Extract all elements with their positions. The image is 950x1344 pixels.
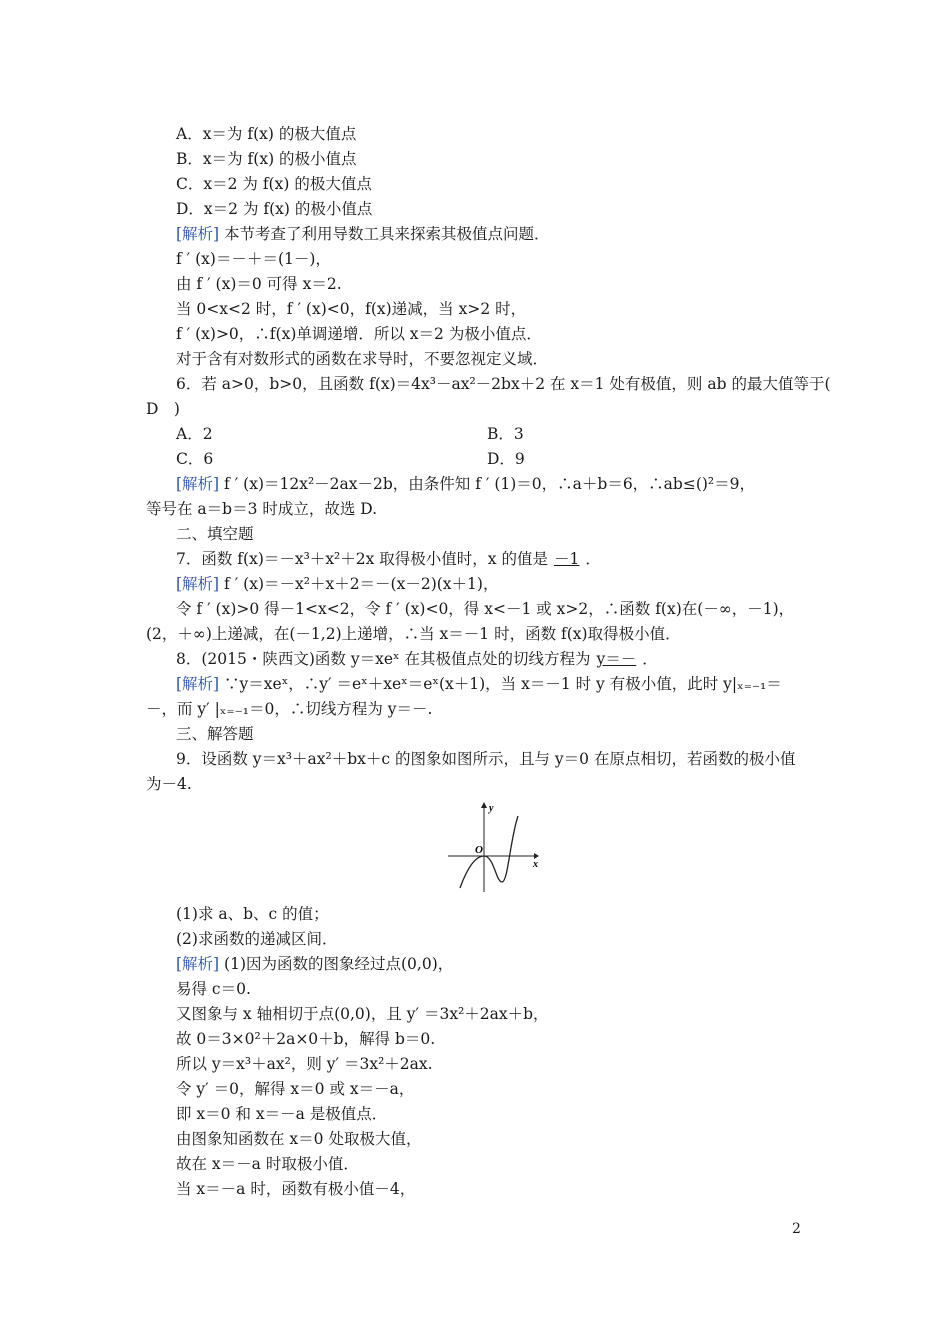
period: ． <box>585 550 601 568</box>
text-line: －，而 y′ |ₓ₌₋₁＝0，∴切线方程为 y＝－. <box>146 700 433 718</box>
analysis-5-line1 <box>176 224 550 244</box>
sub-question-1: (1)求 a、b、c 的值； <box>176 905 329 923</box>
analysis-text: 本节考查了利用导数工具来探索其极值点问题． <box>224 225 550 243</box>
analysis-text: ∵y＝xeˣ，∴y′ ＝eˣ＋xeˣ＝eˣ(x＋1)，当 x＝－1 时 y 有极小值，此时 y|ₓ₌₋₁＝ <box>224 675 782 693</box>
sub-question-2: (2)求函数的递减区间． <box>176 930 338 948</box>
question-7-text: 7．函数 f(x)＝－x³＋x²＋2x 取得极小值时，x 的值是 <box>176 550 548 568</box>
text-line: f ′ (x)>0，∴f(x)单调递增．所以 x＝2 为极小值点． <box>176 325 542 343</box>
text-line: 故在 x＝－a 时取极小值． <box>176 1155 359 1173</box>
text-line: 所以 y＝x³＋ax²，则 y′ ＝3x²＋2ax. <box>176 1055 433 1073</box>
analysis-tag: [解析] <box>176 955 220 973</box>
q6-choice-c: C．6 <box>176 450 214 468</box>
question-6-answer: D ) <box>146 400 180 418</box>
y-axis-arrow <box>481 802 487 808</box>
question-8-answer: y＝－ <box>596 650 637 668</box>
question-7-answer: －1 <box>553 550 580 568</box>
question-9: 9．设函数 y＝x³＋ax²＋bx＋c 的图象如图所示，且与 y＝0 在原点相切，若函数的极小值 <box>176 750 796 768</box>
analysis-tag: [解析] <box>176 675 220 693</box>
text-line: 即 x＝0 和 x＝－a 是极值点． <box>176 1105 388 1123</box>
analysis-9-line1 <box>176 954 453 974</box>
y-axis-label: y <box>489 803 494 814</box>
analysis-tag: [解析] <box>176 225 220 243</box>
analysis-text: f ′ (x)＝－x²＋x＋2＝－(x－2)(x＋1)， <box>224 575 499 593</box>
analysis-text: (1)因为函数的图象经过点(0,0)， <box>224 955 454 973</box>
curve <box>460 816 518 888</box>
page-number: 2 <box>792 1221 801 1237</box>
text-line: 当 0<x<2 时，f ′ (x)<0，f(x)递减，当 x>2 时， <box>176 300 527 318</box>
choice-c: C．x＝2 为 f(x) 的极大值点 <box>176 175 372 193</box>
text-line: 由图象知函数在 x＝0 处取极大值， <box>176 1130 422 1148</box>
analysis-tag: [解析] <box>176 475 220 493</box>
text-line: 由 f ′ (x)＝0 可得 x＝2. <box>176 275 342 293</box>
cubic-function-graph <box>446 800 540 894</box>
text-line: 为－4. <box>146 775 192 793</box>
choice-d: D．x＝2 为 f(x) 的极小值点 <box>176 200 373 218</box>
q6-choice-a: A．2 <box>176 425 213 443</box>
q6-choice-d: D．9 <box>487 450 525 468</box>
origin-label: O <box>475 844 483 856</box>
section-solutions: 三、解答题 <box>176 725 254 743</box>
text-line: 又图象与 x 轴相切于点(0,0)，且 y′ ＝3x²＋2ax＋b， <box>176 1005 549 1023</box>
analysis-6-line1 <box>176 474 755 494</box>
analysis-7-line1 <box>176 574 498 594</box>
analysis-text: f ′ (x)＝12x²－2ax－2b，由条件知 f ′ (1)＝0，∴a＋b＝6，∴ab≤()²＝9， <box>224 475 755 493</box>
question-6: 6．若 a>0，b>0，且函数 f(x)＝4x³－ax²－2bx＋2 在 x＝1 处有极值，则 ab 的最大值等于( <box>176 375 831 393</box>
text-line: 对于含有对数形式的函数在求导时，不要忽视定义域． <box>176 350 549 368</box>
x-axis-label: x <box>533 859 538 870</box>
text-line: 易得 c＝0. <box>176 980 251 998</box>
q6-choice-b: B．3 <box>487 425 524 443</box>
text-line: 故 0＝3×0²＋2a×0＋b，解得 b＝0. <box>176 1030 436 1048</box>
period: ． <box>642 650 658 668</box>
analysis-tag: [解析] <box>176 575 220 593</box>
question-7 <box>176 549 601 569</box>
text-line: 当 x＝－a 时，函数有极小值－4， <box>176 1180 416 1198</box>
choice-a: A．x＝为 f(x) 的极大值点 <box>176 125 357 143</box>
question-8 <box>176 649 658 669</box>
text-line: 等号在 a＝b＝3 时成立，故选 D. <box>146 500 378 518</box>
choice-b: B．x＝为 f(x) 的极小值点 <box>176 150 357 168</box>
text-line: (2，＋∞)上递减，在(－1,2)上递增，∴当 x＝－1 时，函数 f(x)取得极小值． <box>146 625 681 643</box>
text-line: f ′ (x)＝－＋＝(1－)， <box>176 250 331 268</box>
analysis-8-line1 <box>176 674 782 694</box>
text-line: 令 f ′ (x)>0 得－1<x<2，令 f ′ (x)<0，得 x<－1 或 x>2，∴函数 f(x)在(－∞，－1)， <box>176 600 795 618</box>
text-line: 令 y′ ＝0，解得 x＝0 或 x＝－a， <box>176 1080 415 1098</box>
question-8-text: 8．(2015・陕西文)函数 y＝xeˣ 在其极值点处的切线方程为 <box>176 650 591 668</box>
section-fill-blank: 二、填空题 <box>176 525 254 543</box>
